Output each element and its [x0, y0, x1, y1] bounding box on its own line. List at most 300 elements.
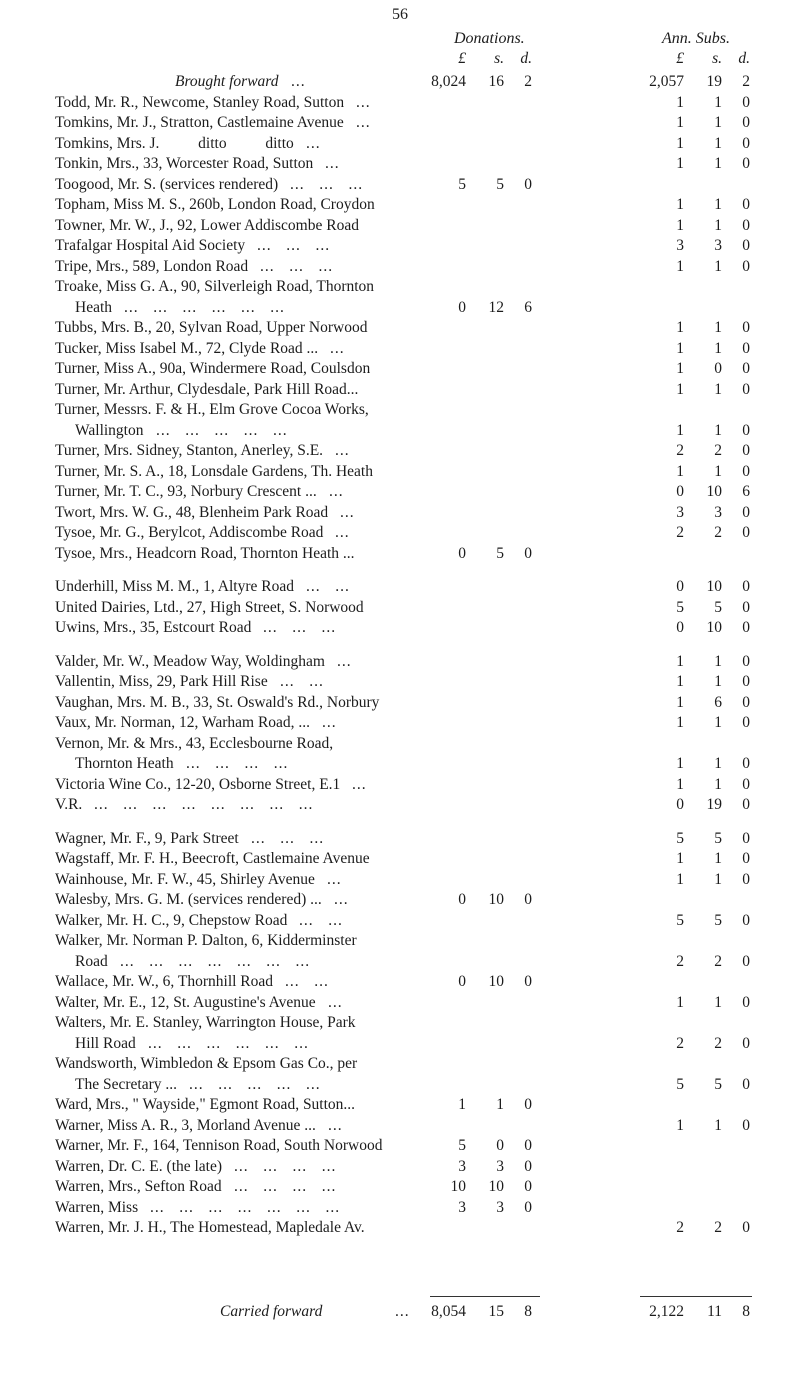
ann-pounds: 1: [676, 755, 684, 772]
ann-pence: 0: [742, 216, 750, 234]
ann-pounds: 1: [676, 421, 684, 439]
ann-pence: 0: [742, 775, 750, 793]
don-pounds: 0: [458, 891, 466, 908]
leader-dots: ... ...: [299, 911, 343, 929]
ann-pounds: 1: [676, 1116, 684, 1134]
leader-dots: ... ... ... ...: [186, 755, 289, 772]
leader-dots: ... ...: [306, 578, 350, 595]
ledger-row: [0, 870, 800, 890]
don-pence: 0: [524, 1137, 532, 1154]
ledger-row: [0, 952, 800, 972]
ledger-row: [0, 523, 800, 543]
leader-dots: ...: [356, 93, 371, 111]
entry-name: Vaughan, Mrs. M. B., 33, St. Oswald's Rd., Norbury: [55, 693, 380, 711]
ann-pence: 0: [742, 911, 750, 929]
entry-name: Tonkin, Mrs., 33, Worcester Road, Sutton: [55, 155, 314, 172]
entry-name: Heath: [75, 298, 113, 316]
ann-pence: 0: [742, 421, 750, 439]
entry-name: Twort, Mrs. W. G., 48, Blenheim Park Road: [55, 503, 329, 521]
ann-shillings: 1: [714, 196, 722, 213]
ann-pounds: 1: [676, 775, 684, 793]
entry-name: Tysoe, Mrs., Headcorn Road, Thornton Heath ...: [55, 544, 355, 562]
ann-shillings: 10: [706, 483, 722, 500]
ann-pounds: 1: [676, 462, 684, 480]
ann-pounds: 1: [676, 134, 684, 152]
entry-name: Walters, Mr. E. Stanley, Warrington House, Park: [55, 1014, 356, 1031]
ledger-row: [0, 713, 800, 733]
ledger-row: [0, 175, 800, 195]
don-pounds: 8,024: [431, 73, 466, 90]
ann-pence: 0: [742, 993, 750, 1011]
ann-shillings: 5: [714, 1075, 722, 1093]
cf-don-pence: 8: [524, 1303, 532, 1320]
ann-pounds: 1: [676, 360, 684, 377]
ann-pence: 0: [742, 237, 750, 254]
ann-pounds: 2: [676, 442, 684, 459]
entry-name: Warner, Miss A. R., 3, Morland Avenue ...: [55, 1116, 316, 1134]
ann-shillings: 5: [714, 598, 722, 616]
entry-name: Road: [75, 952, 108, 970]
ann-pounds: 5: [676, 598, 684, 616]
cf-don-shillings: 15: [488, 1303, 504, 1320]
ann-pence-unit: d.: [738, 50, 750, 67]
ann-pounds: 1: [676, 319, 684, 336]
ann-pounds: 1: [676, 93, 684, 111]
entry-name: Tripe, Mrs., 589, London Road: [55, 257, 249, 275]
ann-pence: 0: [742, 673, 750, 690]
leader-dots: ...: [328, 993, 343, 1011]
ann-pence: 0: [742, 134, 750, 152]
ann-pence: 0: [742, 503, 750, 521]
carried-forward-row: [0, 1302, 800, 1322]
ann-pounds: 1: [676, 693, 684, 711]
ann-shillings-unit: s.: [712, 50, 722, 67]
don-pence: 0: [524, 544, 532, 562]
cf-ann-pounds: 2,122: [649, 1303, 684, 1320]
entry-name: Topham, Miss M. S., 260b, London Road, Croydon: [55, 196, 375, 213]
leader-dots: ...: [352, 775, 367, 793]
ann-pounds: 1: [676, 339, 684, 357]
page-number: 56: [392, 6, 408, 23]
ann-pence: 2: [742, 73, 750, 90]
leader-dots: ... ...: [280, 673, 324, 690]
ledger-row: [0, 1013, 800, 1033]
carried-forward-rule-don: [430, 1296, 540, 1297]
carried-forward-label: Carried forward: [220, 1303, 323, 1320]
ledger-row: [0, 482, 800, 502]
ledger-row: [0, 277, 800, 297]
leader-dots: ... ... ...: [290, 175, 364, 193]
don-shillings: 12: [488, 298, 504, 316]
ann-shillings: 5: [714, 829, 722, 847]
ann-pounds: 0: [676, 483, 684, 500]
ann-pence: 0: [742, 339, 750, 357]
ann-shillings: 1: [714, 993, 722, 1011]
entry-name: Ward, Mrs., " Wayside," Egmont Road, Sutton...: [55, 1096, 356, 1113]
ann-pence: 0: [742, 755, 750, 772]
entry-name: Todd, Mr. R., Newcome, Stanley Road, Sutton: [55, 93, 345, 111]
ann-shillings: 1: [714, 755, 722, 772]
ann-pounds: 5: [676, 911, 684, 929]
leader-dots: ... ... ... ... ... ... ... ...: [94, 796, 314, 813]
don-pence: 0: [524, 1096, 532, 1113]
don-shillings: 10: [488, 973, 504, 990]
ledger-row: [0, 911, 800, 931]
ledger-row: [0, 795, 800, 815]
entry-name: Tubbs, Mrs. B., 20, Sylvan Road, Upper Norwood: [55, 319, 368, 336]
ann-pounds-unit: £: [676, 50, 684, 67]
entry-name: Walesby, Mrs. G. M. (services rendered) ...: [55, 891, 322, 908]
carried-forward-dots: ...: [395, 1303, 410, 1320]
don-shillings-unit: s.: [494, 50, 504, 67]
ann-shillings: 1: [714, 775, 722, 793]
ledger-row: [0, 298, 800, 318]
ledger-row: [0, 849, 800, 869]
leader-dots: ... ... ... ...: [234, 1157, 337, 1175]
don-shillings: 5: [496, 544, 504, 562]
leader-dots: ...: [334, 891, 349, 908]
leader-dots: ... ... ... ... ...: [189, 1075, 321, 1093]
entry-name: Vaux, Mr. Norman, 12, Warham Road, ...: [55, 714, 311, 731]
entry-name: Warren, Mr. J. H., The Homestead, Mapledale Av.: [55, 1219, 365, 1236]
ledger-row: [0, 1034, 800, 1054]
ann-pounds: 1: [676, 114, 684, 131]
ledger-row: [0, 339, 800, 359]
ann-pence: 0: [742, 578, 750, 595]
ann-pence: 0: [742, 952, 750, 970]
entry-name: Warner, Mr. F., 164, Tennison Road, South Norwood: [55, 1137, 383, 1154]
ann-pounds: 2,057: [649, 73, 684, 90]
ann-pence: 0: [742, 524, 750, 541]
ledger-row: [0, 236, 800, 256]
ledger-row: [0, 113, 800, 133]
ann-pence: 0: [742, 380, 750, 398]
ledger-row: [0, 380, 800, 400]
ann-shillings: 10: [706, 619, 722, 636]
entry-name: Warren, Miss: [55, 1198, 139, 1216]
ann-shillings: 2: [714, 524, 722, 541]
don-pounds: 1: [458, 1096, 466, 1113]
entry-name: Troake, Miss G. A., 90, Silverleigh Road, Thornton: [55, 278, 375, 295]
ann-pence: 0: [742, 196, 750, 213]
brought-forward-label: Brought forward: [175, 73, 279, 90]
ann-shillings: 1: [714, 257, 722, 275]
ledger-row: [0, 734, 800, 754]
ledger-row: [0, 400, 800, 420]
ann-pounds: 2: [676, 1219, 684, 1236]
ledger-row: [0, 1198, 800, 1218]
don-pence-unit: d.: [520, 50, 532, 67]
don-pounds: 3: [458, 1198, 466, 1216]
don-shillings: 10: [488, 1178, 504, 1195]
entry-name: Wandsworth, Wimbledon & Epsom Gas Co., per: [55, 1055, 358, 1072]
entry-name: Turner, Messrs. F. & H., Elm Grove Cocoa Works,: [55, 401, 369, 418]
entry-name: Wagner, Mr. F., 9, Park Street: [55, 829, 239, 847]
ledger-row: [0, 693, 800, 713]
ledger-row: [0, 503, 800, 523]
ann-shillings: 1: [714, 155, 722, 172]
leader-dots: ... ... ... ... ... ...: [124, 298, 285, 316]
don-pence: 2: [524, 73, 532, 90]
ann-shillings: 2: [714, 1219, 722, 1236]
entry-name: Wallace, Mr. W., 6, Thornhill Road: [55, 973, 274, 990]
ann-shillings: 1: [714, 216, 722, 234]
entry-name: Turner, Miss A., 90a, Windermere Road, Coulsdon: [55, 360, 371, 377]
ann-shillings: 1: [714, 652, 722, 670]
don-shillings: 3: [496, 1157, 504, 1175]
ledger-row: [0, 890, 800, 910]
ledger-row: [0, 672, 800, 692]
ann-subs-header: Ann. Subs.: [662, 30, 730, 47]
ann-pence: 0: [742, 1075, 750, 1093]
ann-shillings: 1: [714, 319, 722, 336]
ann-shillings: 1: [714, 1116, 722, 1134]
leader-dots: ...: [330, 339, 345, 357]
ledger-row: [0, 134, 800, 154]
entry-name: V.R.: [55, 796, 83, 813]
don-pounds-unit: £: [458, 50, 466, 67]
leader-dots: ...: [325, 155, 340, 172]
entry-name: Turner, Mr. T. C., 93, Norbury Crescent ...: [55, 483, 317, 500]
leader-dots: ...: [306, 134, 321, 152]
don-shillings: 3: [496, 1198, 504, 1216]
ledger-row: [0, 652, 800, 672]
ledger-row: [0, 775, 800, 795]
entry-name: Trafalgar Hospital Aid Society: [55, 237, 246, 254]
ann-pence: 6: [742, 483, 750, 500]
ann-pounds: 1: [676, 993, 684, 1011]
entry-name: Warren, Mrs., Sefton Road: [55, 1178, 222, 1195]
don-pounds: 5: [458, 175, 466, 193]
ledger-row: [0, 544, 800, 564]
ann-shillings: 2: [714, 442, 722, 459]
cf-ann-pence: 8: [742, 1303, 750, 1320]
ann-pence: 0: [742, 1116, 750, 1134]
ann-pence: 0: [742, 619, 750, 636]
ann-shillings: 5: [714, 911, 722, 929]
ann-shillings: 1: [714, 462, 722, 480]
ledger-row: [0, 318, 800, 338]
donations-header: Donations.: [454, 30, 525, 47]
ann-pence: 0: [742, 652, 750, 670]
ledger-row: [0, 462, 800, 482]
leader-dots: ... ... ...: [260, 257, 334, 275]
ann-pence: 0: [742, 114, 750, 131]
entry-name: Thornton Heath: [75, 755, 174, 772]
ledger-row: [0, 359, 800, 379]
ledger-row: [0, 1218, 800, 1238]
ann-shillings: 1: [714, 114, 722, 131]
ann-shillings: 3: [714, 237, 722, 254]
ann-pence: 0: [742, 693, 750, 711]
entry-name: The Secretary ...: [75, 1075, 177, 1093]
leader-dots: ...: [335, 524, 350, 541]
cf-ann-shillings: 11: [707, 1303, 722, 1320]
ann-pounds: 2: [676, 952, 684, 970]
ann-pounds: 0: [676, 578, 684, 595]
ledger-row: [0, 1075, 800, 1095]
leader-dots: ...: [340, 503, 355, 521]
entry-name: Tucker, Miss Isabel M., 72, Clyde Road ...: [55, 339, 319, 357]
ann-pounds: 1: [676, 380, 684, 398]
leader-dots: ...: [328, 1116, 343, 1134]
don-pence: 0: [524, 973, 532, 990]
ledger-row: [0, 1177, 800, 1197]
leader-dots: ... ... ...: [257, 237, 331, 254]
don-pounds: 0: [458, 544, 466, 562]
ann-shillings: 1: [714, 870, 722, 888]
ann-pence: 0: [742, 442, 750, 459]
leader-dots: ...: [327, 870, 342, 888]
leader-dots: ... ... ... ... ... ...: [148, 1034, 309, 1052]
ledger-row: [0, 754, 800, 774]
ann-pounds: 3: [676, 237, 684, 254]
entry-name: Tomkins, Mr. J., Stratton, Castlemaine Avenue: [55, 114, 344, 131]
entry-name: Hill Road: [75, 1034, 136, 1052]
entry-name: Walter, Mr. E., 12, St. Augustine's Avenue: [55, 993, 316, 1011]
don-shillings: 16: [488, 73, 504, 90]
ledger-row: [0, 1116, 800, 1136]
ann-pounds: 5: [676, 1075, 684, 1093]
leader-dots: ...: [329, 483, 344, 500]
leader-dots: ...: [335, 442, 350, 459]
don-pounds: 3: [458, 1157, 466, 1175]
entry-name: Tomkins, Mrs. J. ditto ditto: [55, 134, 294, 152]
ann-shillings: 1: [714, 93, 722, 111]
ann-pence: 0: [742, 598, 750, 616]
entry-name: Vernon, Mr. & Mrs., 43, Ecclesbourne Road,: [55, 734, 334, 752]
ann-shillings: 2: [714, 952, 722, 970]
don-pounds: 0: [458, 973, 466, 990]
don-pounds: 10: [450, 1178, 466, 1195]
leader-dots: ... ... ... ... ... ... ...: [120, 952, 311, 970]
don-pence: 0: [524, 1198, 532, 1216]
ann-pence: 0: [742, 360, 750, 377]
entry-name: United Dairies, Ltd., 27, High Street, S. Norwood: [55, 598, 364, 616]
ledger-row: [0, 577, 800, 597]
entry-name: Victoria Wine Co., 12-20, Osborne Street, E.1: [55, 775, 341, 793]
ann-pounds: 5: [676, 829, 684, 847]
carried-forward-rule-ann: [640, 1296, 752, 1297]
ann-shillings: 1: [714, 714, 722, 731]
leader-dots: ...: [337, 652, 352, 670]
brought-forward-row: [0, 72, 800, 92]
ann-shillings: 19: [706, 73, 722, 90]
ann-shillings: 10: [706, 578, 722, 595]
leader-dots: ...: [322, 714, 337, 731]
don-shillings: 1: [496, 1096, 504, 1113]
entry-name: Wallington: [75, 421, 144, 439]
ann-pence: 0: [742, 1034, 750, 1052]
don-shillings: 10: [488, 891, 504, 908]
leader-dots: ... ... ... ... ... ... ...: [150, 1198, 341, 1216]
ann-pounds: 1: [676, 155, 684, 172]
leader-dots: ... ...: [285, 973, 329, 990]
don-pence: 0: [524, 175, 532, 193]
ledger-row: [0, 1054, 800, 1074]
ann-shillings: 1: [714, 850, 722, 867]
ann-shillings: 1: [714, 673, 722, 690]
ann-shillings: 19: [706, 796, 722, 813]
ann-shillings: 2: [714, 1034, 722, 1052]
ann-pence: 0: [742, 714, 750, 731]
entry-name: Underhill, Miss M. M., 1, Altyre Road: [55, 578, 294, 595]
leader-dots: ...: [291, 73, 306, 90]
entry-name: Turner, Mr. Arthur, Clydesdale, Park Hill Road...: [55, 380, 359, 398]
don-shillings: 5: [496, 175, 504, 193]
ann-pounds: 2: [676, 524, 684, 541]
ann-pence: 0: [742, 796, 750, 813]
don-shillings: 0: [496, 1137, 504, 1154]
ann-pence: 0: [742, 319, 750, 336]
don-pence: 6: [524, 298, 532, 316]
ann-pounds: 0: [676, 619, 684, 636]
ledger-row: [0, 931, 800, 951]
ann-pounds: 1: [676, 257, 684, 275]
don-pence: 0: [524, 1157, 532, 1175]
ledger-row: [0, 421, 800, 441]
ann-pence: 0: [742, 1219, 750, 1236]
ledger-row: [0, 93, 800, 113]
leader-dots: ... ... ... ...: [234, 1178, 337, 1195]
ledger-row: [0, 618, 800, 638]
leader-dots: ... ... ... ... ...: [156, 421, 288, 439]
ledger-row: [0, 993, 800, 1013]
don-pence: 0: [524, 1178, 532, 1195]
ann-pounds: 1: [676, 196, 684, 213]
ledger-row: [0, 829, 800, 849]
ann-pounds: 0: [676, 796, 684, 813]
entry-name: Towner, Mr. W., J., 92, Lower Addiscombe Road: [55, 216, 359, 234]
entry-name: Valder, Mr. W., Meadow Way, Woldingham: [55, 652, 325, 670]
entry-name: Walker, Mr. Norman P. Dalton, 6, Kidderminster: [55, 932, 357, 949]
ledger-row: [0, 216, 800, 236]
entry-name: Wainhouse, Mr. F. W., 45, Shirley Avenue: [55, 870, 315, 888]
entry-name: Uwins, Mrs., 35, Estcourt Road: [55, 619, 252, 636]
ann-shillings: 1: [714, 421, 722, 439]
leader-dots: ... ... ...: [263, 619, 337, 636]
ann-pence: 0: [742, 462, 750, 480]
ann-pounds: 1: [676, 714, 684, 731]
ann-shillings: 6: [714, 693, 722, 711]
ann-pounds: 1: [676, 673, 684, 690]
entry-name: Warren, Dr. C. E. (the late): [55, 1157, 223, 1175]
ledger-row: [0, 257, 800, 277]
ann-shillings: 0: [714, 360, 722, 377]
ann-pounds: 1: [676, 216, 684, 234]
ledger-row: [0, 154, 800, 174]
ann-pence: 0: [742, 850, 750, 867]
entry-name: Tysoe, Mr. G., Berylcot, Addiscombe Road: [55, 524, 324, 541]
ann-shillings: 1: [714, 134, 722, 152]
ledger-row: [0, 441, 800, 461]
ann-shillings: 1: [714, 380, 722, 398]
ann-pence: 0: [742, 257, 750, 275]
ledger-row: [0, 1157, 800, 1177]
ann-pounds: 1: [676, 850, 684, 867]
ann-pounds: 2: [676, 1034, 684, 1052]
ann-pence: 0: [742, 829, 750, 847]
ledger-row: [0, 1136, 800, 1156]
entry-name: Toogood, Mr. S. (services rendered): [55, 175, 279, 193]
ann-shillings: 1: [714, 339, 722, 357]
ledger-row: [0, 1095, 800, 1115]
don-pence: 0: [524, 891, 532, 908]
cf-don-pounds: 8,054: [431, 1303, 466, 1320]
entry-name: Walker, Mr. H. C., 9, Chepstow Road: [55, 911, 288, 929]
don-pounds: 5: [458, 1137, 466, 1154]
ann-pounds: 3: [676, 503, 684, 521]
